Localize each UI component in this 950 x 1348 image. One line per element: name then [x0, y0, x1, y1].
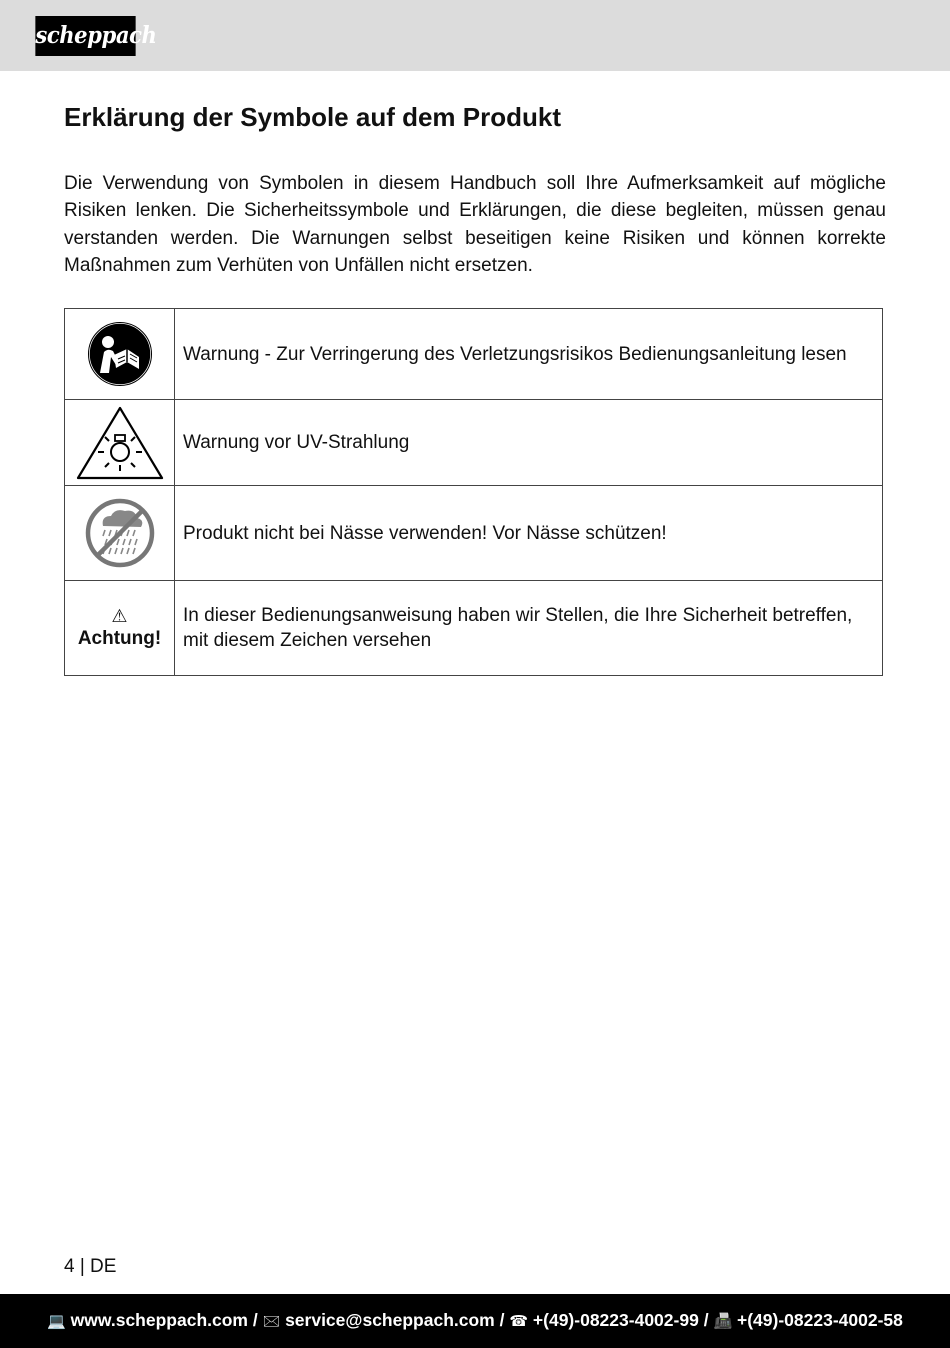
scheppach-logo: scheppach — [35, 16, 135, 56]
footer-separator: / — [703, 1310, 709, 1330]
symbol-cell — [65, 309, 175, 400]
no-rain-icon — [83, 496, 157, 570]
symbol-cell — [65, 400, 175, 486]
footer-separator: / — [252, 1310, 258, 1330]
intro-paragraph: Die Verwendung von Symbolen in diesem Handbuch soll Ihre Aufmerksamkeit auf mögliche Risiken lenken. Die Sicherheitssymbole und Erklärungen, die diese begleiten, müssen genau verstanden werden. Die Warnungen selbst beseitigen keine Risiken und können korrekte Maßnahmen zum Verhüten von Unfällen nicht ersetzen. — [64, 173, 886, 276]
symbol-cell — [65, 486, 175, 581]
symbol-description: In dieser Bedienungsanweisung haben wir Stellen, die Ihre Sicherheit betreffen, mit diesem Zeichen versehen — [175, 581, 883, 676]
uv-radiation-warning-icon — [75, 405, 165, 481]
fax-icon: 📠 — [713, 1312, 733, 1330]
page-number: 4 | DE — [64, 1256, 117, 1277]
footer-contact-bar — [0, 1294, 950, 1348]
page-title: Erklärung der Symbole auf dem Produkt — [64, 102, 561, 132]
read-manual-icon — [87, 321, 153, 387]
symbol-cell — [65, 581, 175, 676]
symbol-table — [64, 308, 883, 676]
warning-triangle-icon: ⚠ — [111, 606, 128, 626]
footer-fax: +(49)-08223-4002-58 — [737, 1310, 903, 1330]
header-band — [0, 0, 950, 71]
symbol-description: Produkt nicht bei Nässe verwenden! Vor Nässe schützen! — [175, 486, 883, 581]
footer-website-link[interactable]: www.scheppach.com — [70, 1310, 248, 1330]
symbol-description: Warnung vor UV-Strahlung — [175, 400, 883, 486]
achtung-label: Achtung! — [77, 628, 162, 649]
phone-icon: ☎ — [509, 1312, 529, 1330]
computer-icon: 💻 — [47, 1312, 66, 1330]
footer-email-link[interactable]: service@scheppach.com — [285, 1310, 495, 1330]
symbol-description: Warnung - Zur Verringerung des Verletzungsrisikos Bedienungsanleitung lesen — [175, 309, 883, 400]
footer-separator: / — [499, 1310, 505, 1330]
symbol-row — [65, 581, 883, 676]
footer-phone: +(49)-08223-4002-99 — [532, 1310, 699, 1330]
symbol-row — [65, 309, 883, 400]
email-icon: 🖂 — [262, 1312, 281, 1330]
symbol-row — [65, 486, 883, 581]
symbol-row — [65, 400, 883, 486]
